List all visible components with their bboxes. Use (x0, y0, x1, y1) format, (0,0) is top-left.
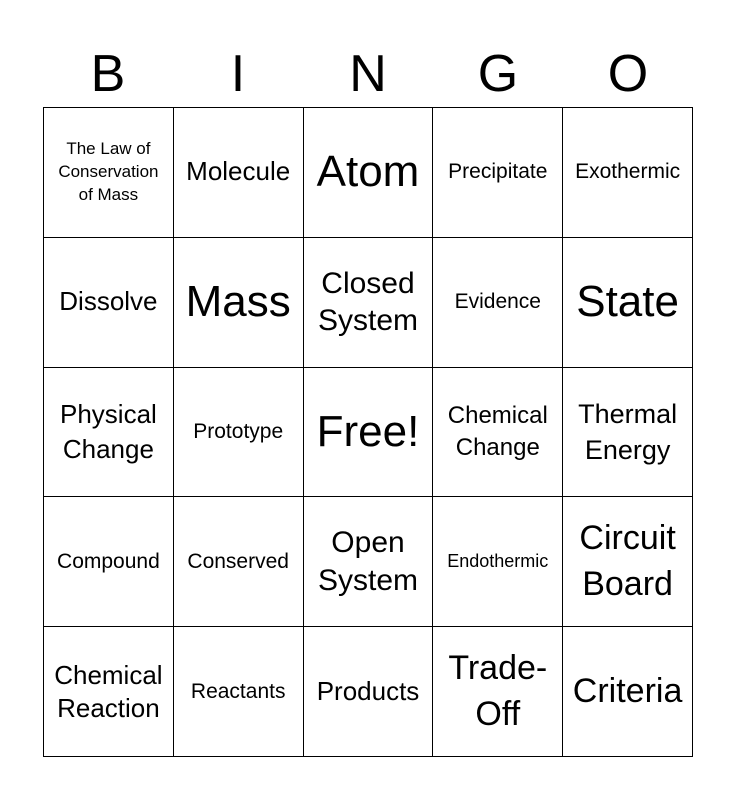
header-letter-n: N (349, 45, 387, 103)
cell-text: Chemical Change (447, 401, 548, 461)
cell-text: Atom (316, 147, 420, 197)
bingo-cell[interactable] (304, 627, 434, 757)
cell-text: Circuit Board (579, 518, 676, 603)
cell-text: Mass (185, 276, 291, 326)
bingo-cell[interactable] (433, 627, 563, 757)
cell-text: Evidence (454, 290, 541, 314)
bingo-cell[interactable] (174, 368, 304, 498)
bingo-cell[interactable] (304, 108, 434, 238)
header-letter-b: B (90, 45, 126, 103)
header-letter-o: O (607, 45, 649, 103)
bingo-board (43, 107, 693, 757)
bingo-cell[interactable] (563, 627, 693, 757)
bingo-cell[interactable] (304, 238, 434, 368)
cell-text: Compound (57, 549, 160, 573)
bingo-cell[interactable] (44, 627, 174, 757)
bingo-cell[interactable] (44, 238, 174, 368)
free-space-label: Free! (316, 406, 420, 456)
bingo-header (43, 44, 693, 104)
bingo-cell[interactable] (44, 368, 174, 498)
cell-text: Prototype (193, 419, 284, 443)
cell-text: Precipitate (448, 160, 548, 184)
bingo-cell[interactable] (174, 238, 304, 368)
bingo-cell[interactable] (433, 108, 563, 238)
cell-text: Reactants (190, 679, 286, 703)
cell-text: Trade-Off (448, 648, 548, 733)
header-letter-i: I (230, 45, 246, 103)
bingo-cell[interactable] (174, 108, 304, 238)
cell-text: Molecule (186, 156, 291, 187)
cell-text: Endothermic (447, 551, 549, 572)
bingo-cell[interactable] (563, 368, 693, 498)
bingo-cell[interactable] (433, 497, 563, 627)
cell-text: State (576, 276, 679, 326)
bingo-cell[interactable] (44, 108, 174, 238)
bingo-cell[interactable] (174, 627, 304, 757)
cell-text: Thermal Energy (578, 398, 678, 465)
cell-text: The Law of Conservation of Mass (58, 138, 159, 204)
cell-text: Closed System (317, 266, 418, 338)
cell-text: Exothermic (575, 160, 681, 184)
cell-text: Open System (317, 526, 418, 597)
free-cell[interactable] (304, 368, 434, 498)
cell-text: Chemical Reaction (54, 660, 163, 723)
bingo-cell[interactable] (174, 497, 304, 627)
bingo-cell[interactable] (304, 497, 434, 627)
cell-text: Dissolve (59, 286, 158, 317)
bingo-cell[interactable] (563, 108, 693, 238)
cell-text: Physical Change (59, 398, 157, 464)
cell-text: Products (316, 675, 420, 706)
cell-text: Criteria (572, 671, 683, 710)
bingo-cell[interactable] (433, 368, 563, 498)
header-letter-g: G (477, 45, 519, 103)
bingo-cell[interactable] (433, 238, 563, 368)
bingo-cell[interactable] (44, 497, 174, 627)
bingo-cell[interactable] (563, 238, 693, 368)
bingo-cell[interactable] (563, 497, 693, 627)
cell-text: Conserved (187, 549, 289, 573)
